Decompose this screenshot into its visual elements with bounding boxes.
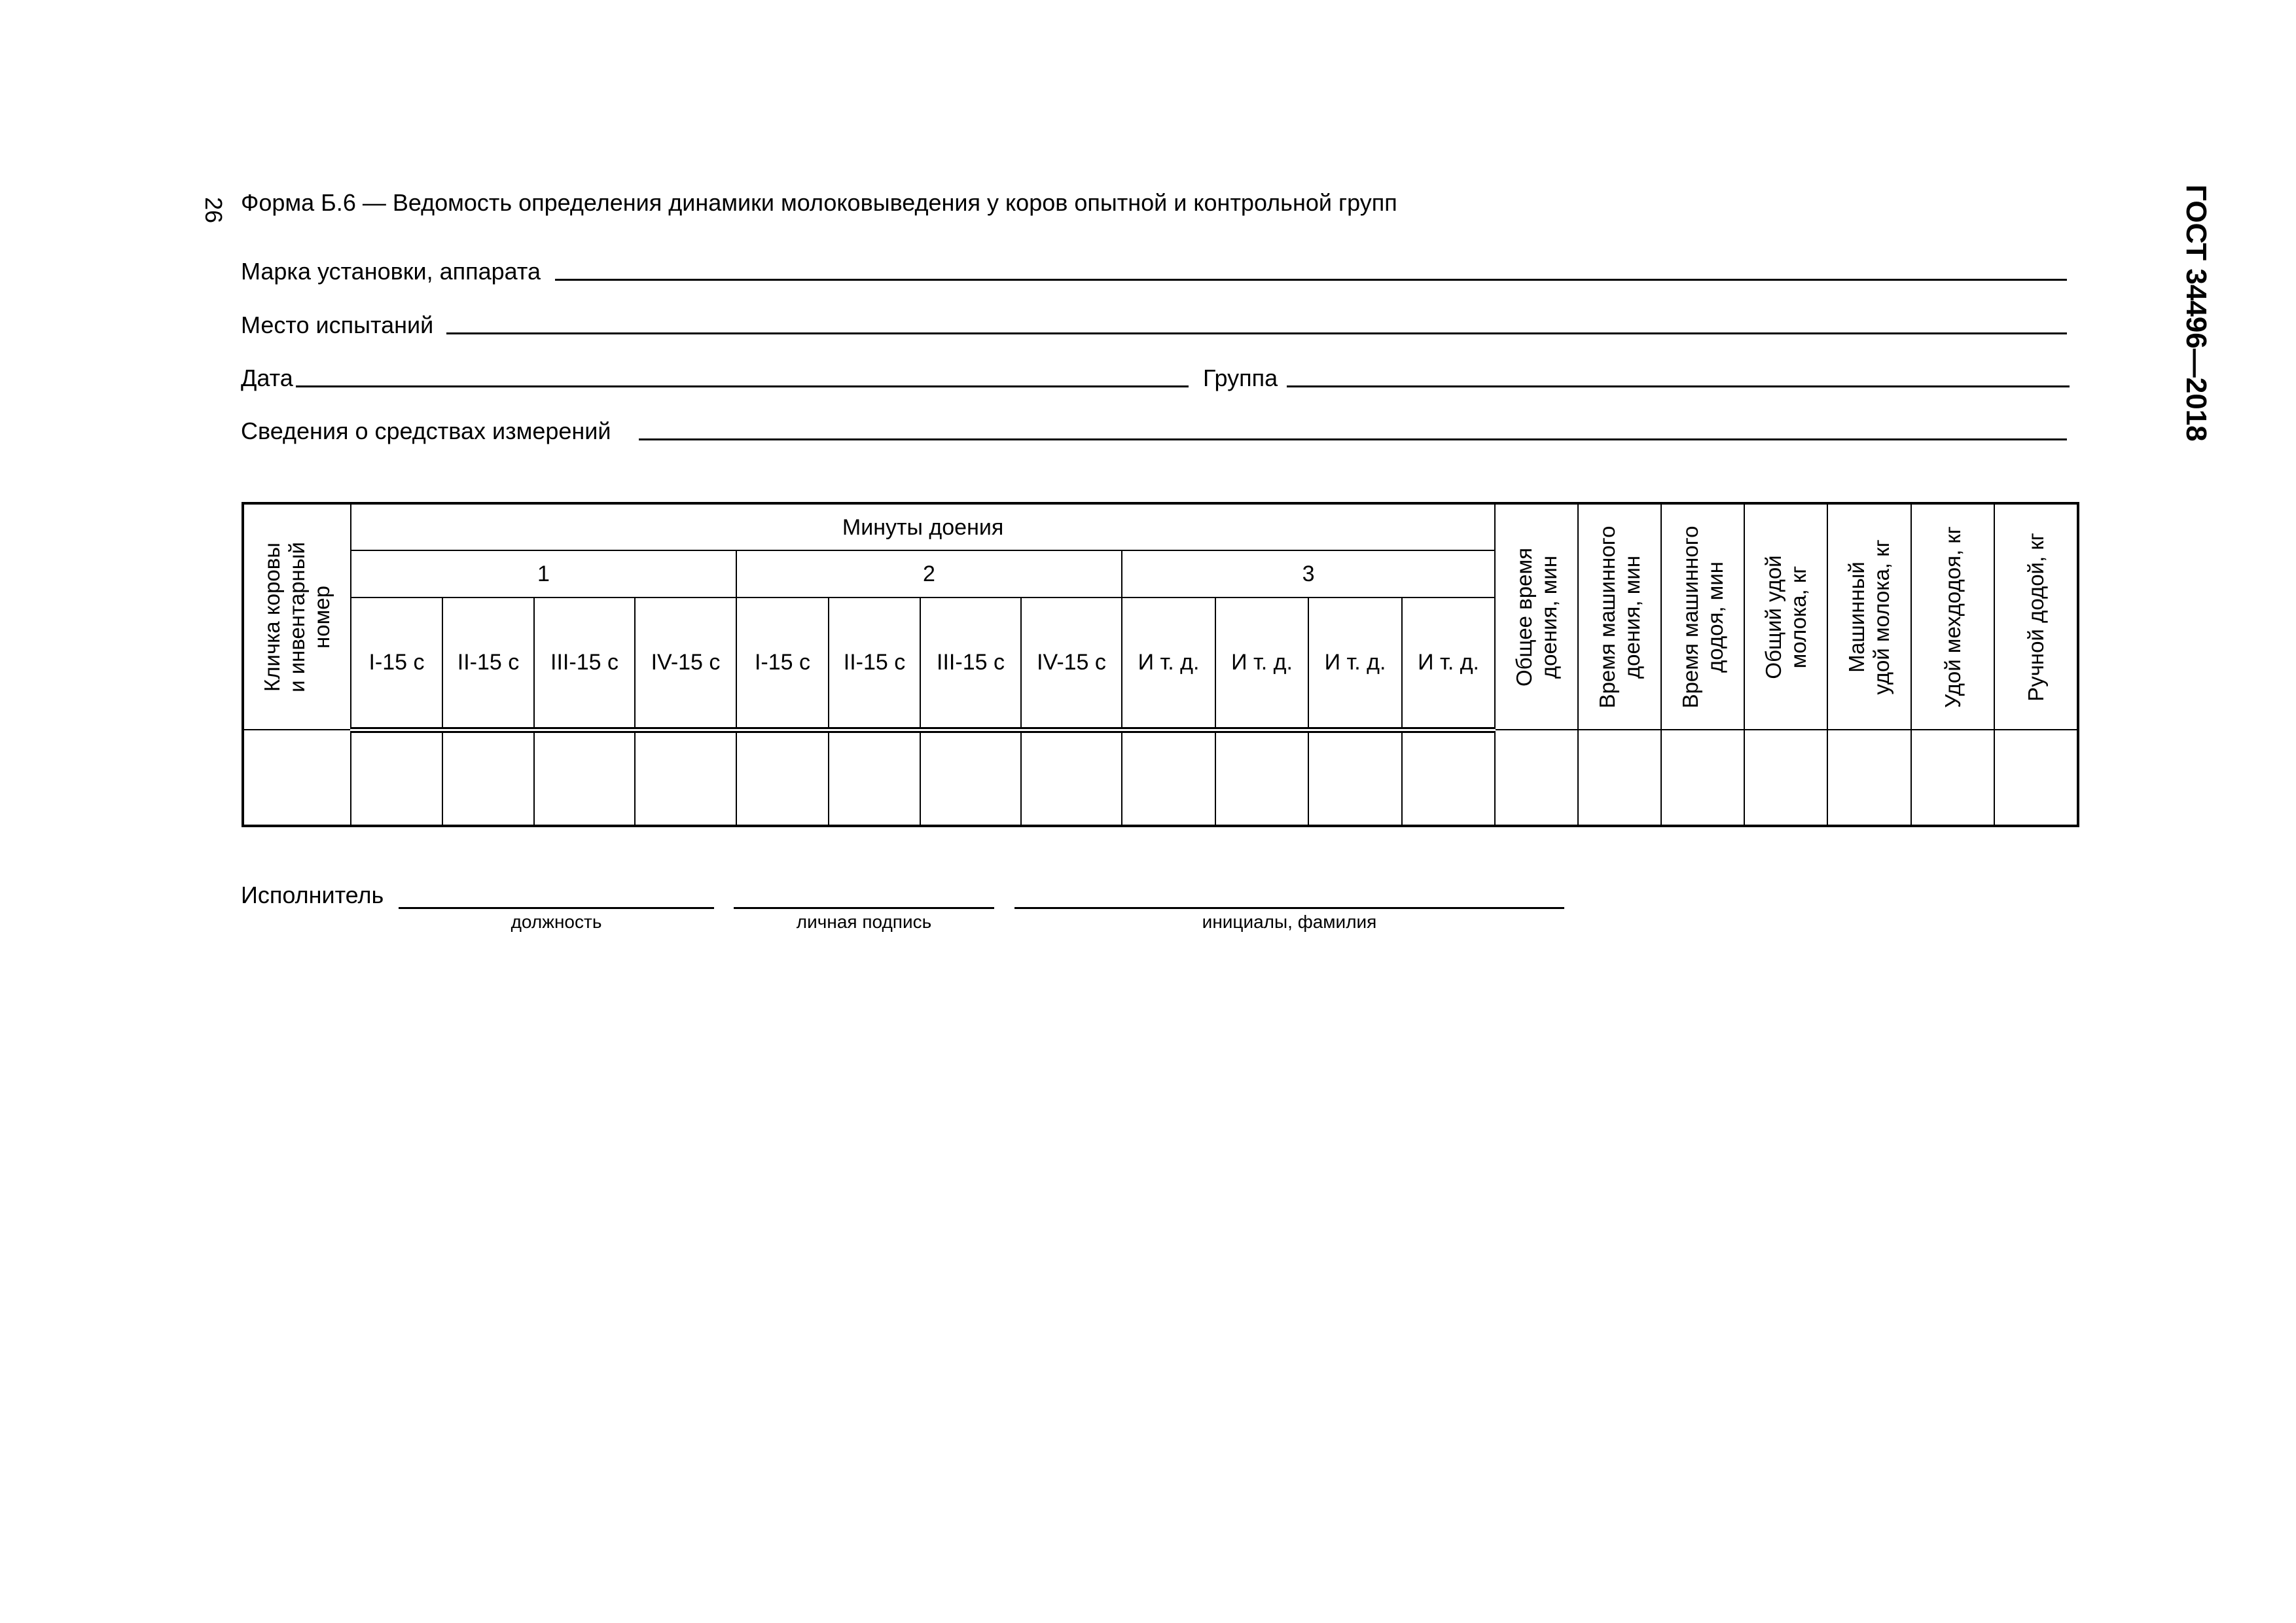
machine-stripping-time-text: Время машинного додоя, мин xyxy=(1677,526,1727,708)
minute-group-2: 2 xyxy=(736,550,1122,597)
data-cell[interactable] xyxy=(1308,730,1402,826)
data-cell[interactable] xyxy=(1402,730,1495,826)
interval-cell: И т. д. xyxy=(1308,597,1402,730)
group-field[interactable] xyxy=(1287,385,2070,387)
interval-cell: IV-15 с xyxy=(635,597,736,730)
signer-label: Исполнитель xyxy=(241,882,384,908)
data-cell[interactable] xyxy=(1215,730,1308,826)
total-milking-time-header xyxy=(1495,503,1578,730)
data-cell[interactable] xyxy=(1495,730,1578,826)
interval-cell: И т. д. xyxy=(1402,597,1495,730)
data-cell[interactable] xyxy=(534,730,635,826)
signature-field[interactable] xyxy=(734,907,994,909)
machine-stripping-yield-text: Удой мехдодоя, кг xyxy=(1940,526,1965,708)
form-title: Форма Б.6 — Ведомость определения динамики молоковыведения у коров опытной и контрольной групп xyxy=(241,189,1397,216)
data-cell[interactable] xyxy=(243,730,351,826)
data-cell[interactable] xyxy=(1744,730,1827,826)
machine-milking-time-text: Время машинного доения, мин xyxy=(1594,526,1644,708)
document-code: ГОСТ 34496—2018 xyxy=(2180,185,2212,442)
data-cell[interactable] xyxy=(736,730,829,826)
data-cell[interactable] xyxy=(920,730,1021,826)
data-cell[interactable] xyxy=(1911,730,1994,826)
minute-group-1: 1 xyxy=(351,550,736,597)
total-milk-yield-header xyxy=(1744,503,1827,730)
total-milk-yield-text: Общий удой молока, кг xyxy=(1761,554,1810,679)
machine-stripping-time-header xyxy=(1661,503,1744,730)
machine-stripping-yield-header xyxy=(1911,503,1994,730)
date-label: Дата xyxy=(241,365,293,391)
data-cell[interactable] xyxy=(1021,730,1122,826)
instruments-label: Сведения о средствах измерений xyxy=(241,418,611,444)
equipment-field[interactable] xyxy=(555,279,2067,281)
name-field[interactable] xyxy=(1014,907,1564,909)
position-field[interactable] xyxy=(399,907,714,909)
interval-cell: III-15 с xyxy=(920,597,1021,730)
signature-caption: личная подпись xyxy=(796,912,932,932)
test-site-field[interactable] xyxy=(446,332,2067,334)
position-caption: должность xyxy=(511,912,602,932)
interval-cell: I-15 с xyxy=(351,597,442,730)
milking-minutes-header: Минуты доения xyxy=(351,503,1495,550)
hand-stripping-text: Ручной додой, кг xyxy=(2023,532,2048,702)
minute-group-3: 3 xyxy=(1122,550,1495,597)
data-cell[interactable] xyxy=(635,730,736,826)
instruments-field[interactable] xyxy=(639,438,2067,440)
interval-cell: IV-15 с xyxy=(1021,597,1122,730)
data-cell[interactable] xyxy=(1994,730,2078,826)
table-row xyxy=(243,730,2078,826)
interval-cell: И т. д. xyxy=(1122,597,1215,730)
cow-id-header xyxy=(243,503,351,730)
machine-milk-yield-header xyxy=(1827,503,1911,730)
interval-cell: I-15 с xyxy=(736,597,829,730)
data-cell[interactable] xyxy=(351,730,442,826)
interval-cell: И т. д. xyxy=(1215,597,1308,730)
date-field[interactable] xyxy=(296,385,1189,387)
data-cell[interactable] xyxy=(1578,730,1661,826)
data-cell[interactable] xyxy=(1827,730,1911,826)
page-number: 26 xyxy=(200,196,227,224)
data-cell[interactable] xyxy=(1122,730,1215,826)
equipment-label: Марка установки, аппарата xyxy=(241,258,541,285)
total-milking-time-text: Общее время доения, мин xyxy=(1511,547,1561,687)
test-site-label: Место испытаний xyxy=(241,312,434,338)
data-cell[interactable] xyxy=(442,730,534,826)
group-label: Группа xyxy=(1203,365,1278,391)
name-caption: инициалы, фамилия xyxy=(1202,912,1377,932)
data-cell[interactable] xyxy=(1661,730,1744,826)
cow-id-header-text: Кличка коровы и инвентарный номер xyxy=(260,541,334,692)
data-cell[interactable] xyxy=(829,730,920,826)
interval-cell: II-15 с xyxy=(442,597,534,730)
machine-milking-time-header xyxy=(1578,503,1661,730)
milk-flow-table xyxy=(242,502,2079,827)
interval-cell: II-15 с xyxy=(829,597,920,730)
hand-stripping-header xyxy=(1994,503,2078,730)
machine-milk-yield-text: Машинный удой молока, кг xyxy=(1844,539,1894,695)
interval-cell: III-15 с xyxy=(534,597,635,730)
